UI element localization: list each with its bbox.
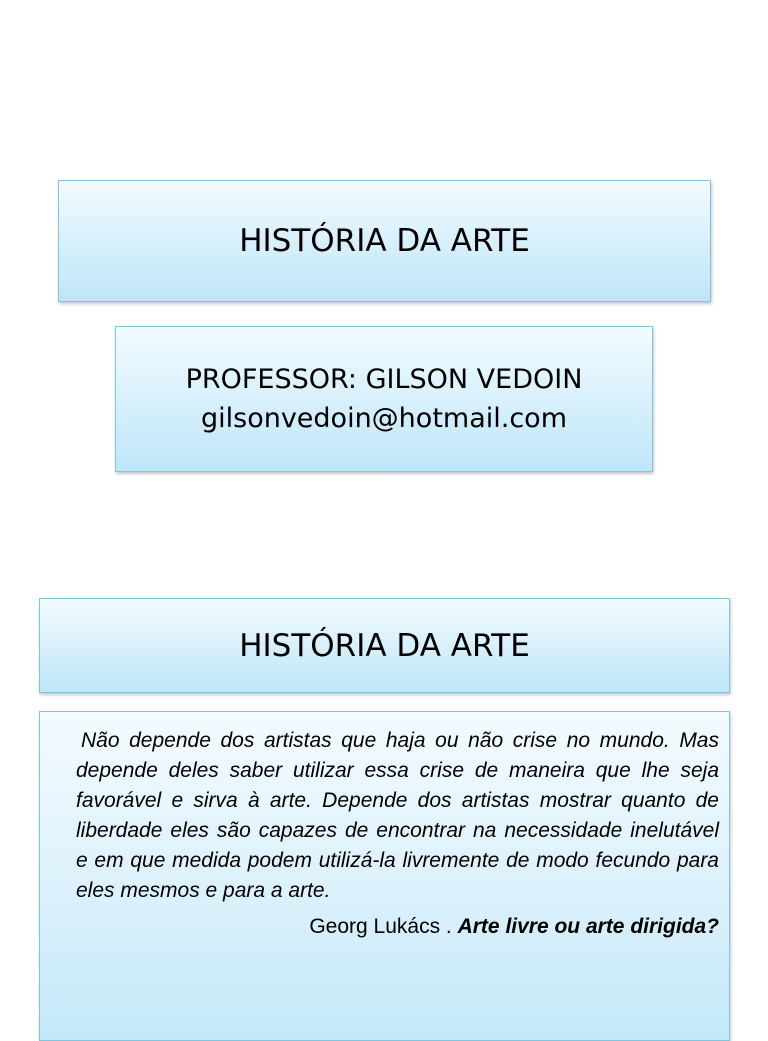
quote-author: Georg Lukács . (309, 915, 458, 938)
quote-box (39, 711, 730, 1041)
slide1-title-box (58, 180, 711, 302)
quote-attribution (76, 912, 719, 942)
professor-name: PROFESSOR: GILSON VEDOIN (185, 364, 583, 395)
slide2-title-box (39, 598, 730, 693)
professor-email[interactable]: gilsonvedoin@hotmail.com (200, 403, 568, 434)
professor-box (115, 326, 653, 472)
slide2-title: HISTÓRIA DA ARTE (239, 627, 530, 664)
quote-work-title: Arte livre ou arte dirigida? (457, 915, 719, 938)
slide1-title: HISTÓRIA DA ARTE (239, 223, 530, 259)
quote-text: Não depende dos artistas que haja ou não crise no mundo. Mas depende deles saber utilizar essa crise de maneira que lhe seja favorável e sirva à arte. Depende dos artistas mostrar quanto de liberdade eles são capazes de encontrar na necessidade inelutável e em que medida podem utilizá-la livremente de modo fecundo para eles mesmos e para a arte. (76, 729, 719, 902)
